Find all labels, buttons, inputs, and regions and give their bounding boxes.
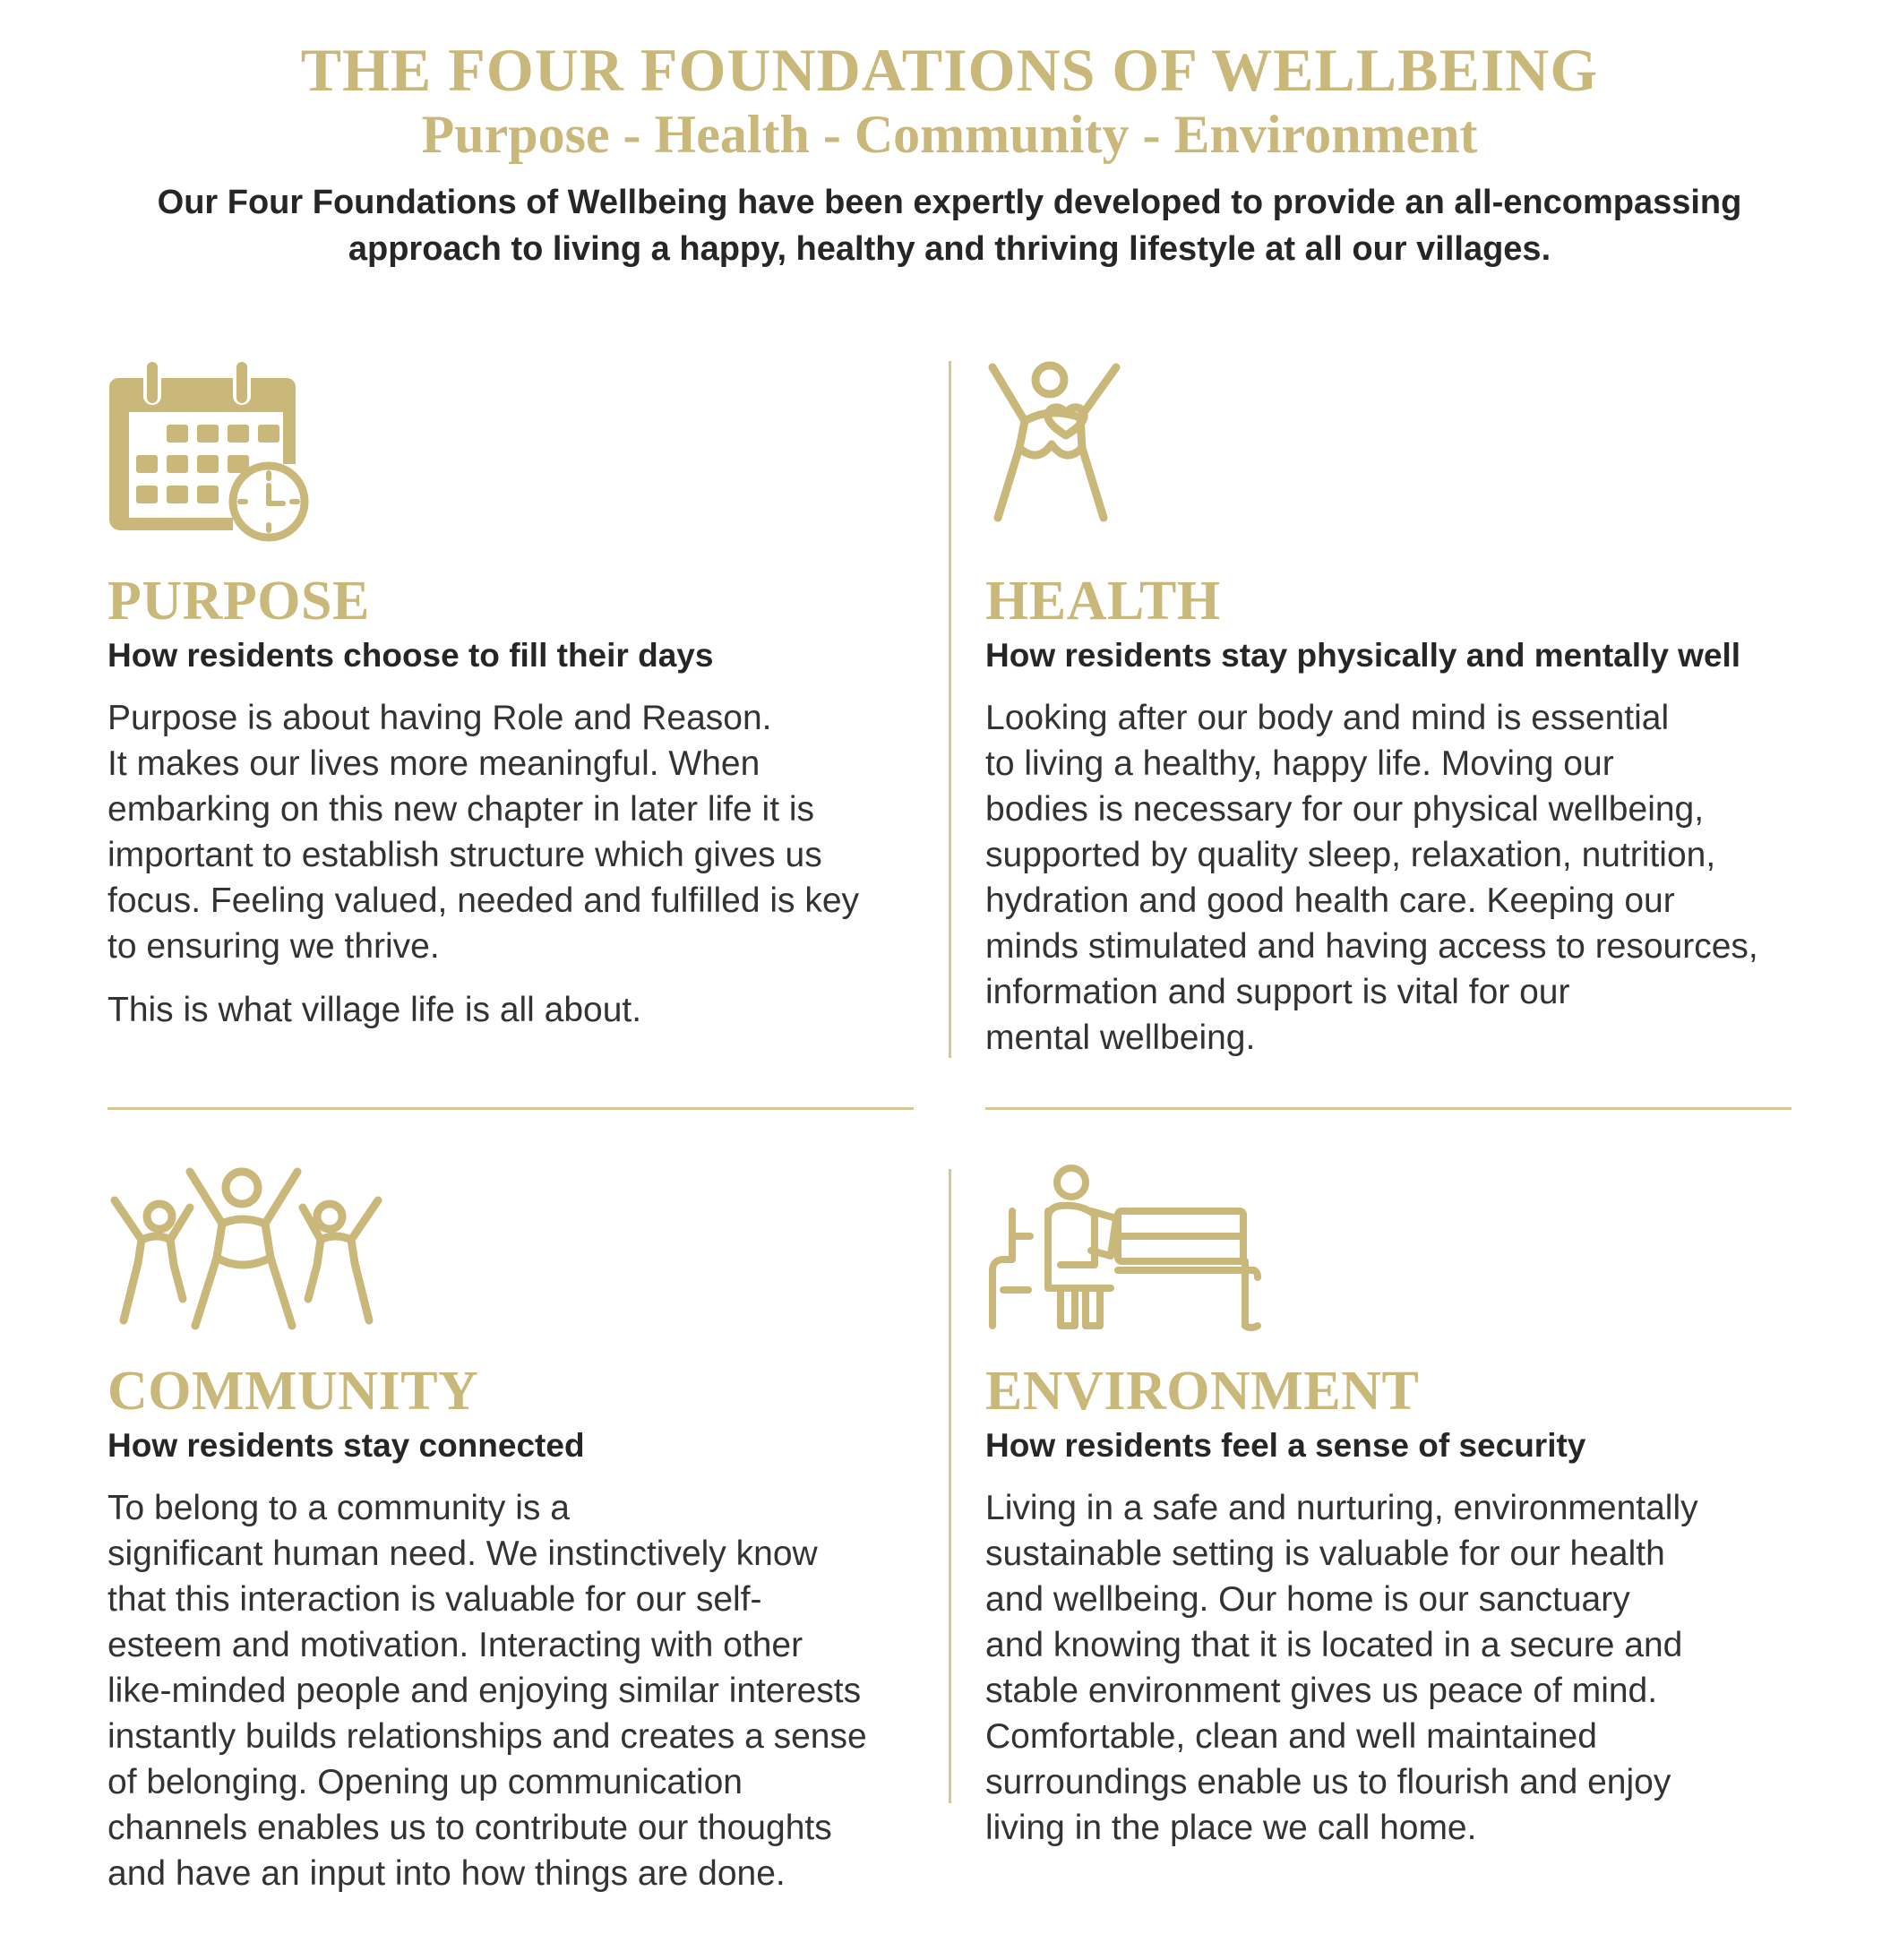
group-people-icon bbox=[107, 1165, 385, 1339]
vertical-divider-top bbox=[949, 361, 951, 1058]
health-line: supported by quality sleep, relaxation, nutrition, bbox=[985, 836, 1716, 874]
purpose-line: focus. Feeling valued, needed and fulfilled is key bbox=[107, 881, 860, 920]
health-line: minds stimulated and having access to resources, bbox=[985, 927, 1758, 966]
purpose-line: important to establish structure which gives us bbox=[107, 836, 822, 874]
community-body bbox=[107, 1485, 932, 1914]
intro-line-2: approach to living a happy, healthy and thriving lifestyle at all our villages. bbox=[348, 230, 1551, 268]
environment-title: ENVIRONMENT bbox=[985, 1361, 1420, 1422]
purpose-line: It makes our lives more meaningful. When bbox=[107, 744, 760, 783]
health-line: Looking after our body and mind is essential bbox=[985, 699, 1670, 737]
health-line: information and support is vital for our bbox=[985, 973, 1570, 1011]
section-community bbox=[107, 1165, 932, 1899]
environment-body bbox=[985, 1485, 1809, 1869]
environment-line: Living in a safe and nurturing, environmentally bbox=[985, 1489, 1698, 1527]
vertical-divider-bottom bbox=[949, 1169, 951, 1803]
community-line: channels enables us to contribute our thoughts bbox=[107, 1809, 832, 1847]
environment-line: living in the place we call home. bbox=[985, 1809, 1477, 1847]
environment-line: stable environment gives us peace of mind. bbox=[985, 1672, 1658, 1710]
intro-text bbox=[90, 179, 1809, 272]
community-line: of belonging. Opening up communication bbox=[107, 1763, 743, 1801]
environment-line: Comfortable, clean and well maintained bbox=[985, 1717, 1597, 1756]
section-purpose bbox=[107, 358, 932, 1057]
health-subtitle: How residents stay physically and mentally well bbox=[985, 637, 1741, 674]
horizontal-divider-left bbox=[107, 1107, 914, 1110]
page-title: THE FOUR FOUNDATIONS OF WELLBEING bbox=[300, 36, 1599, 104]
purpose-line: embarking on this new chapter in later life it is bbox=[107, 790, 815, 829]
health-line: hydration and good health care. Keeping our bbox=[985, 881, 1675, 920]
environment-line: and knowing that it is located in a secure and bbox=[985, 1626, 1683, 1664]
section-environment bbox=[985, 1165, 1809, 1899]
community-line: significant human need. We instinctively know bbox=[107, 1534, 818, 1573]
purpose-line: Purpose is about having Role and Reason. bbox=[107, 699, 772, 737]
environment-line: surroundings enable us to flourish and enjoy bbox=[985, 1763, 1671, 1801]
purpose-line: to ensuring we thrive. bbox=[107, 927, 440, 966]
environment-line: sustainable setting is valuable for our health bbox=[985, 1534, 1665, 1573]
health-line: mental wellbeing. bbox=[985, 1019, 1256, 1057]
purpose-body bbox=[107, 695, 932, 1051]
horizontal-divider-right bbox=[985, 1107, 1792, 1110]
person-heart-icon bbox=[985, 358, 1129, 533]
community-subtitle: How residents stay connected bbox=[107, 1427, 585, 1464]
health-line: bodies is necessary for our physical wellbeing, bbox=[985, 790, 1705, 829]
environment-line: and wellbeing. Our home is our sanctuary bbox=[985, 1580, 1630, 1619]
purpose-subtitle: How residents choose to fill their days bbox=[107, 637, 714, 674]
community-line: esteem and motivation. Interacting with other bbox=[107, 1626, 803, 1664]
community-line: that this interaction is valuable for our self- bbox=[107, 1580, 762, 1619]
purpose-title: PURPOSE bbox=[107, 571, 370, 632]
community-line: and have an input into how things are done. bbox=[107, 1854, 786, 1893]
person-bench-icon bbox=[985, 1165, 1272, 1339]
intro-line-1: Our Four Foundations of Wellbeing have been expertly developed to provide an all-encompassing bbox=[157, 184, 1742, 221]
purpose-closing: This is what village life is all about. bbox=[107, 991, 642, 1029]
community-line: like-minded people and enjoying similar interests bbox=[107, 1672, 862, 1710]
community-line: instantly builds relationships and creates a sense bbox=[107, 1717, 867, 1756]
community-line: To belong to a community is a bbox=[107, 1489, 570, 1527]
page-subtitle: Purpose - Health - Community - Environment bbox=[421, 105, 1478, 164]
health-line: to living a healthy, happy life. Moving our bbox=[985, 744, 1614, 783]
section-health bbox=[985, 358, 1809, 1057]
health-body bbox=[985, 695, 1809, 1079]
environment-subtitle: How residents feel a sense of security bbox=[985, 1427, 1586, 1464]
community-title: COMMUNITY bbox=[107, 1361, 479, 1422]
calendar-clock-icon bbox=[107, 358, 322, 551]
health-title: HEALTH bbox=[985, 571, 1221, 632]
